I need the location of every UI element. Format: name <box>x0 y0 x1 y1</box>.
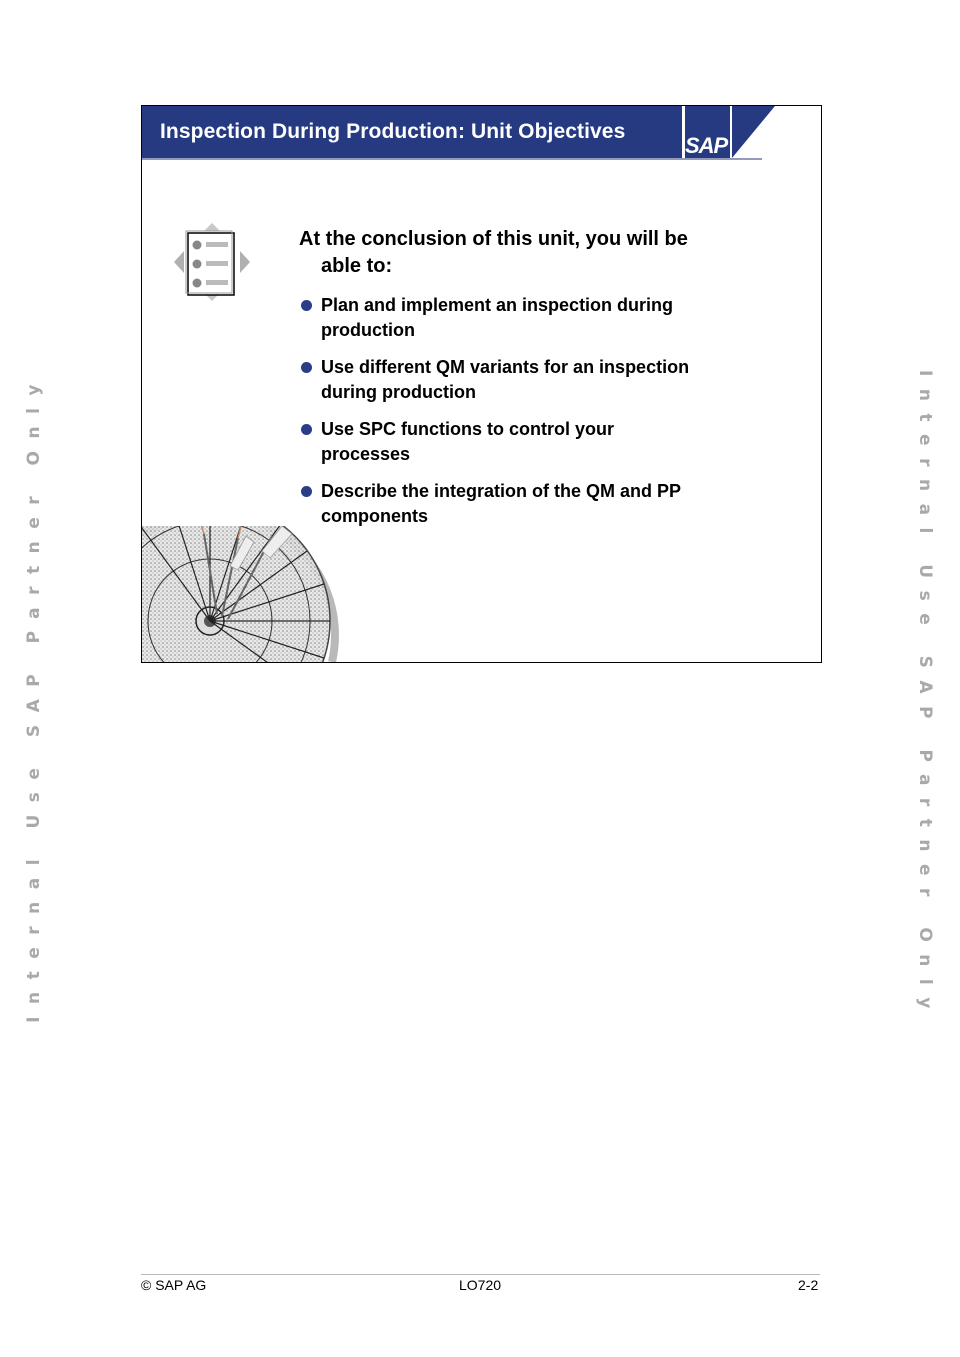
slide-title: Inspection During Production: Unit Objectives <box>160 120 626 143</box>
list-item: Use different QM variants for an inspection during production <box>299 355 759 405</box>
sap-logo-text: SAP <box>685 133 728 158</box>
list-item: Use SPC functions to control your processes <box>299 417 759 467</box>
footer-divider <box>141 1274 820 1275</box>
bullet-icon <box>301 300 312 311</box>
side-watermark-left: Internal Use SAP Partner Only <box>24 372 44 1023</box>
footer-page-number: 2-2 <box>798 1277 819 1293</box>
list-item: Plan and implement an inspection during production <box>299 293 759 343</box>
bullet-icon <box>301 486 312 497</box>
dartboard-image <box>142 526 342 662</box>
slide-frame <box>141 105 822 663</box>
footer-copyright: © SAP AG <box>141 1277 207 1293</box>
objectives-list <box>299 293 759 541</box>
side-watermark-right: Internal Use SAP Partner Only <box>915 370 935 1021</box>
intro-line-2: able to: <box>321 255 393 277</box>
intro-line-1: At the conclusion of this unit, you will be <box>299 228 688 250</box>
footer-course-code: LO720 <box>459 1277 502 1293</box>
objectives-list-icon <box>172 221 252 303</box>
list-item: Describe the integration of the QM and PP components <box>299 479 759 529</box>
intro-text <box>299 226 739 280</box>
bullet-icon <box>301 424 312 435</box>
bullet-icon <box>301 362 312 373</box>
